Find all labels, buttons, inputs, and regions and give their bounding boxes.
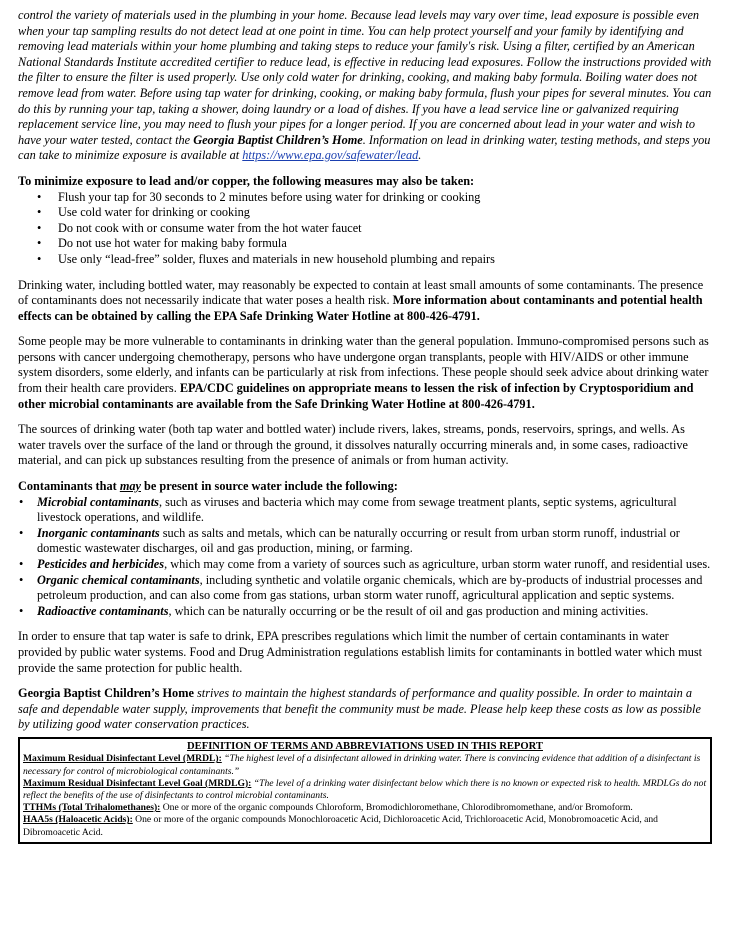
contaminants-heading [18, 479, 712, 495]
list-item [18, 526, 712, 557]
contaminant-description: such as salts and metals, which can be naturally occurring or result from urban storm runoff, industrial or domestic wastewater discharges, oil and gas production, mining, or farming. [37, 525, 680, 556]
epa-lead-link[interactable]: https://www.epa.gov/safewater/lead [242, 148, 419, 163]
lead-information-paragraph [18, 8, 712, 164]
contaminant-description: , such as viruses and bacteria which may come from sewage treatment plants, septic systems, agricultural livestock operations, and wildlife. [37, 494, 677, 525]
definition-text: “The level of a drinking water disinfectant below which there is no known or expected risk to health. MRDLGs do not reflect the benefits of the use of disinfectants to control microbial contaminants. [23, 777, 707, 802]
list-item: • Use only “lead-free” solder, fluxes and materials in new household plumbing and repairs [18, 252, 712, 268]
definition-item [23, 778, 707, 802]
list-item [18, 495, 712, 526]
list-item: • Do not use hot water for making baby formula [18, 236, 712, 252]
definition-item [23, 814, 707, 838]
contaminant-name: Radioactive contaminants [37, 603, 169, 618]
contaminant-description: , including synthetic and volatile organic chemicals, which are by-products of industrial processes and petroleum production, and can also come from gas stations, urban storm water runoff, agricultural application and septic systems. [37, 572, 703, 603]
utility-name: Georgia Baptist Children’s Home [193, 132, 363, 147]
list-item: • Do not cook with or consume water from the hot water faucet [18, 221, 712, 237]
measures-heading: To minimize exposure to lead and/or copper, the following measures may also be taken: [18, 173, 475, 188]
closing-paragraph [18, 686, 712, 733]
contaminants-heading-emphasis: may [119, 479, 141, 494]
definition-term: HAA5s (Haloacetic Acids): [23, 814, 133, 826]
list-item [18, 573, 712, 604]
contaminant-name: Pesticides and herbicides [37, 557, 165, 571]
epa-regulations-paragraph: In order to ensure that tap water is safe to drink, EPA prescribes regulations which limit the number of certain contaminants in water provided by public water systems. Food and Drug Administration regulations establish limits for contaminants in bottled water which must provide the same protection for public health. [18, 629, 703, 675]
water-sources-paragraph: The sources of drinking water (both tap water and bottled water) include rivers, lakes, streams, ponds, reservoirs, springs, and wells. As water travels over the surface of the land or through the ground, it dissolves naturally occurring minerals and, in some cases, radioactive material, and can pick up substances resulting from the presence of animals or from human activity. [18, 422, 688, 468]
measures-list [18, 190, 712, 268]
definition-text: One or more of the organic compounds Chloroform, Bromodichloromethane, Chlorodibromomethane, and/or Bromoform. [160, 802, 633, 814]
intro-text-3: . [418, 148, 422, 163]
hotline-info: More information about contaminants and potential health effects can be obtained by calling the EPA Safe Drinking Water Hotline at 800-426-4791. [18, 293, 703, 323]
definition-term: Maximum Residual Disinfectant Level (MRDL): [23, 753, 222, 765]
contaminants-heading-post: be present in source water include the following: [140, 479, 398, 494]
definition-term: Maximum Residual Disinfectant Level Goal (MRDLG): [23, 777, 252, 789]
definitions-title: DEFINITION OF TERMS AND ABBREVIATIONS USED IN THIS REPORT [187, 740, 543, 752]
definition-item [23, 753, 707, 777]
bottled-text: Drinking water, including bottled water, may reasonably be expected to contain at least small amounts of some contaminants. The presence of contaminants does not necessarily indicate that water poses a health risk. [18, 277, 704, 308]
vulnerable-populations-paragraph [18, 334, 712, 412]
closing-text: strives to maintain the highest standards of performance and quality possible. In order to maintain a safe and dependable water supply, improvements that benefit the community must be made. Please help keep these costs as low as possible by utilizing good water conservation practices. [18, 686, 701, 732]
contaminant-name: Organic chemical contaminants [37, 572, 200, 587]
closing-utility-name: Georgia Baptist Children’s Home [18, 686, 194, 701]
definition-item [23, 802, 707, 814]
list-item: • Use cold water for drinking or cooking [18, 205, 712, 221]
contaminant-name: Microbial contaminants [37, 494, 159, 509]
list-item [18, 604, 712, 620]
list-item [18, 557, 712, 573]
intro-text-2: . Information on lead in drinking water, testing methods, and steps you can take to minimize exposure is available at [18, 132, 711, 163]
contaminant-description: , which may come from a variety of sources such as agriculture, urban storm water runoff, and residential uses. [164, 557, 711, 571]
contaminants-heading-pre: Contaminants that [18, 479, 120, 494]
definition-text: One or more of the organic compounds Monochloroacetic Acid, Dichloroacetic Acid, Trichloroacetic Acid, Monobromoacetic Acid, and Dibromoacetic Acid. [23, 814, 658, 838]
definitions-box [18, 737, 712, 844]
contaminants-list [18, 495, 712, 620]
bottled-water-paragraph [18, 278, 712, 325]
vulnerable-text: Some people may be more vulnerable to contaminants in drinking water than the general population. Immuno-compromised persons such as persons with cancer undergoing chemotherapy, persons who have undergone organ transplants, people with HIV/AIDS or other immune system disorders, some elderly, and infants can be particularly at risk from infections. These people should seek advice about drinking water from their health care providers. [18, 334, 709, 396]
definition-term: TTHMs (Total Trihalomethanes): [23, 802, 161, 814]
list-item: • Flush your tap for 30 seconds to 2 minutes before using water for drinking or cooking [18, 190, 712, 206]
contaminant-name: Inorganic contaminants [37, 525, 160, 540]
definition-text: “The highest level of a disinfectant allowed in drinking water. There is convincing evidence that addition of a disinfectant is necessary for control of microbiological contaminants.” [23, 753, 701, 777]
intro-text-1: control the variety of materials used in the plumbing in your home. Because lead levels may vary over time, lead exposure is possible even when your tap sampling results do not detect lead at one point in time. You can help protect yourself and your family by identifying and removing lead materials within your home plumbing and taking steps to reduce your family's risk. Using a filter, certified by an American National Standards Institute accredited certifier to reduce lead, is effective in reducing lead exposures. Follow the instructions provided with the filter to ensure the filter is used properly. Use only cold water for drinking, cooking, and making baby formula. Boiling water does not remove lead from water. Before using tap water for drinking, cooking, or making baby formula, flush your pipes for several minutes. You can do this by running your tap, taking a shower, doing laundry or a load of dishes. If you have a lead service line or galvanized requiring replacement service line, you may need to flush your pipes for a longer period. If you are concerned about lead in your water and wish to have your water tested, contact the [18, 8, 712, 147]
contaminant-description: , which can be naturally occurring or be the result of oil and gas production and mining activities. [168, 603, 649, 618]
cdc-guidelines-info: EPA/CDC guidelines on appropriate means to lessen the risk of infection by Cryptosporidium and other microbial contaminants are available from the Safe Drinking Water Hotline at 800-426-4791. [18, 381, 694, 411]
